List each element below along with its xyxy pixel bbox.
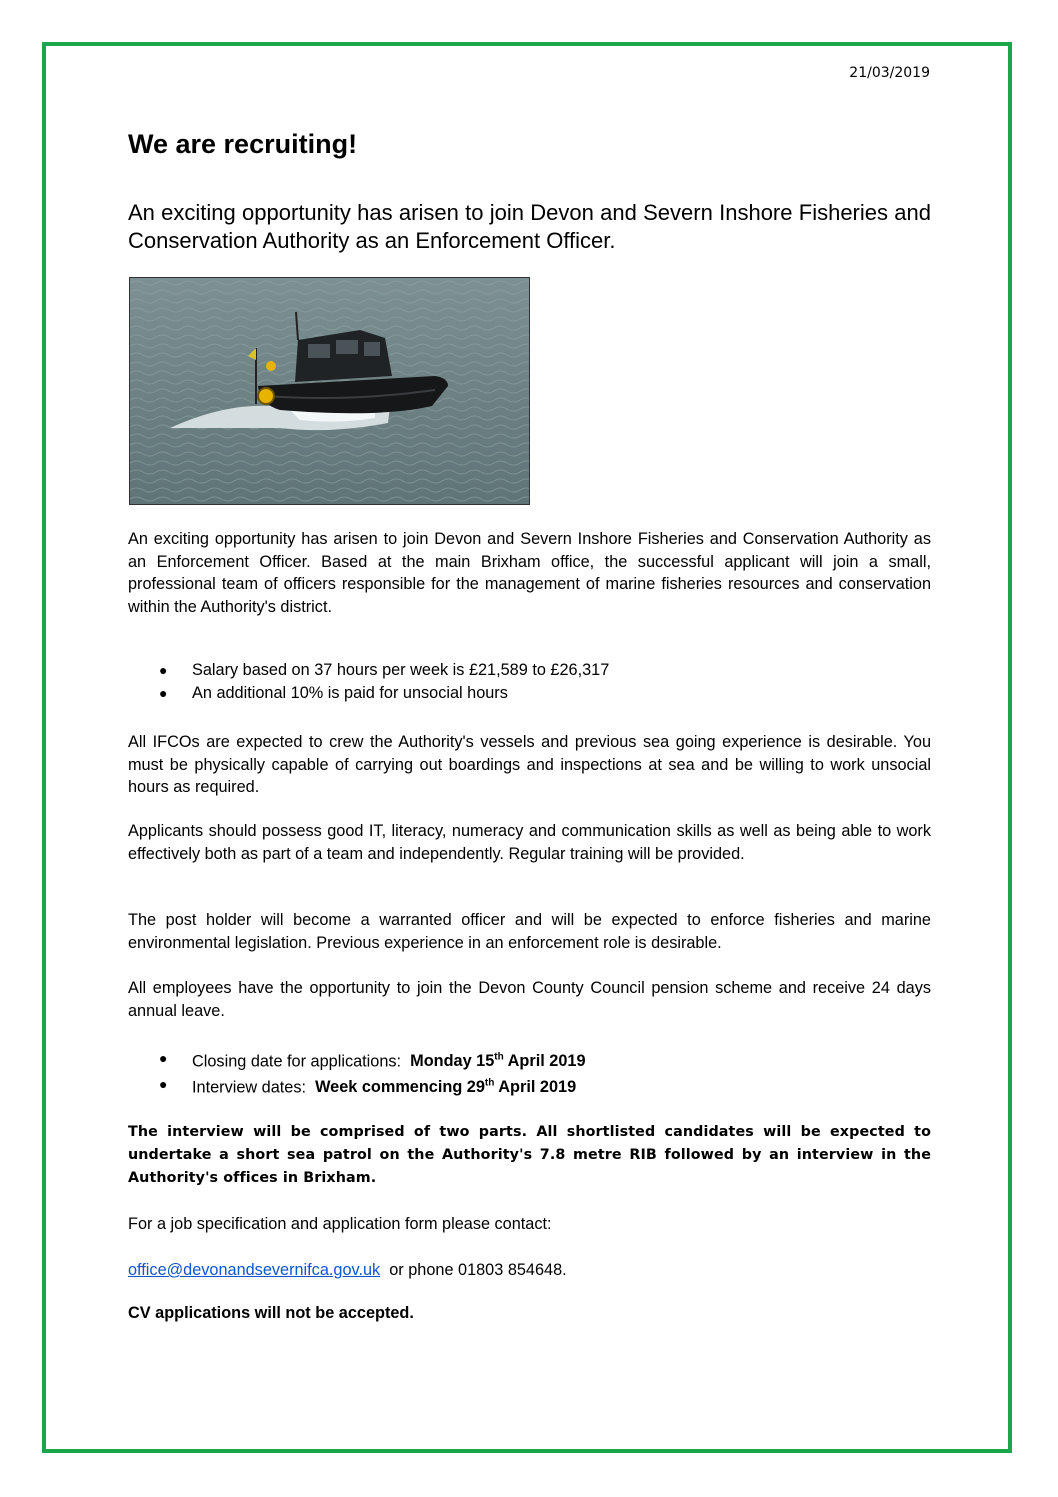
email-link[interactable]: office@devonandsevernifca.gov.uk	[128, 1261, 381, 1279]
contact-line	[128, 1259, 567, 1281]
list-item: ● An additional 10% is paid for unsocial hours	[128, 682, 931, 705]
phone-text: or phone 01803 854648.	[380, 1261, 567, 1279]
pay-list	[128, 659, 931, 704]
cv-note: CV applications will not be accepted.	[128, 1304, 414, 1322]
list-item: ● Salary based on 37 hours per week is £21,589 to £26,317	[128, 659, 931, 682]
bullet-icon: ●	[159, 1076, 168, 1093]
closing-date-value: Monday 15	[410, 1052, 495, 1071]
bullet-icon: ●	[159, 662, 168, 678]
patrol-boat-illustration	[130, 278, 530, 505]
page-title: We are recruiting!	[128, 129, 358, 159]
vessels-paragraph: All IFCOs are expected to crew the Authority's vessels and previous sea going experience is desirable. You must be physically capable of carrying out boardings and inspections at sea and be willing to work unsocial hours as required.	[128, 733, 931, 797]
pension-paragraph: All employees have the opportunity to join the Devon County Council pension scheme and receive 24 days annual leave.	[128, 979, 931, 1020]
interview-note: The interview will be comprised of two parts. All shortlisted candidates will be expected to undertake a short sea patrol on the Authority's 7.8 metre RIB followed by an interview in the Authority's offices in Brixham.	[128, 1124, 931, 1186]
intro-paragraph: An exciting opportunity has arisen to join Devon and Severn Inshore Fisheries and Conservation Authority as an Enforcement Officer. Based at the main Brixham office, the successful applicant will join a small, professional team of officers responsible for the management of marine fisheries resources and conservation within the Authority's district.	[128, 530, 931, 616]
skills-paragraph: Applicants should possess good IT, literacy, numeracy and communication skills as well as being able to work effectively both as part of a team and independently. Regular training will be provided.	[128, 822, 931, 863]
bullet-icon: ●	[159, 684, 168, 701]
closing-date-item: ● Closing date for applications: Monday 15th April 2019	[128, 1047, 931, 1073]
warrant-paragraph: The post holder will become a warranted officer and will be expected to enforce fisheries and marine environmental legislation. Previous experience in an enforcement role is desirable.	[128, 911, 931, 952]
interview-date-value: Week commencing 29	[315, 1078, 485, 1097]
bullet-icon: ●	[159, 1050, 168, 1066]
document-date: 21/03/2019	[849, 65, 930, 81]
interview-date-item: ● Interview dates: Week commencing 29th April 2019	[128, 1073, 931, 1099]
dates-list	[128, 1047, 931, 1099]
contact-intro: For a job specification and application form please contact:	[128, 1215, 552, 1233]
lead-paragraph: An exciting opportunity has arisen to join Devon and Severn Inshore Fisheries and Conservation Authority as an Enforcement Officer.	[128, 200, 931, 253]
patrol-boat-photo	[129, 277, 530, 505]
